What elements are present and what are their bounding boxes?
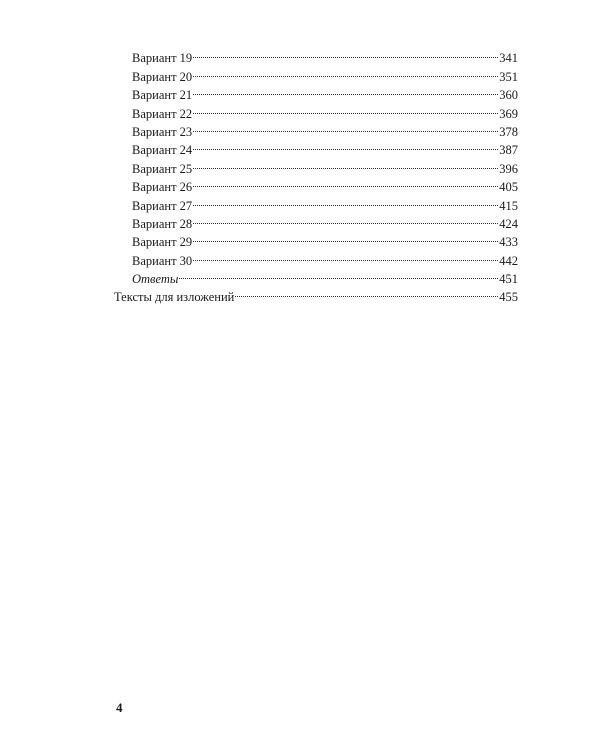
toc-entry-page: 415	[499, 198, 518, 213]
toc-entry-label: Вариант 20	[132, 69, 193, 84]
toc-leader-dots	[193, 154, 498, 172]
toc-entry-page: 396	[499, 161, 518, 176]
toc-entry-page: 442	[499, 253, 518, 268]
toc-entry-page: 405	[499, 180, 518, 195]
toc-entry-page: 433	[499, 235, 518, 250]
toc-entry-page: 369	[499, 106, 518, 121]
toc-leader-dots	[193, 246, 498, 264]
toc-entry-label: Вариант 24	[132, 143, 193, 158]
toc-entry-page: 351	[499, 69, 518, 84]
toc-entry-label: Вариант 21	[132, 88, 193, 103]
toc-leader-dots	[193, 173, 498, 191]
toc-entry-label: Вариант 29	[132, 235, 193, 250]
toc-leader-dots	[193, 81, 498, 99]
toc-entry-label: Вариант 22	[132, 106, 193, 121]
toc-entry-label: Вариант 23	[132, 124, 193, 139]
toc-entry-label: Вариант 19	[132, 51, 193, 66]
toc-entry-label: Вариант 27	[132, 198, 193, 213]
toc-entry-label: Вариант 26	[132, 180, 193, 195]
toc-entry-page: 360	[499, 88, 518, 103]
toc-leader-dots	[179, 265, 498, 283]
toc-leader-dots	[193, 136, 498, 154]
toc-leader-dots	[193, 210, 498, 228]
toc-entry-label: Вариант 28	[132, 216, 193, 231]
toc-entry-label: Тексты для изложений	[114, 290, 235, 305]
toc-leader-dots	[193, 228, 498, 246]
toc-entry-label: Вариант 25	[132, 161, 193, 176]
toc-entry-page: 424	[499, 216, 518, 231]
toc-leader-dots	[235, 283, 498, 301]
toc-entry-label: Вариант 30	[132, 253, 193, 268]
toc-leader-dots	[193, 44, 498, 62]
page-number: 4	[116, 700, 123, 715]
toc-entry-page: 451	[499, 272, 518, 287]
toc-leader-dots	[193, 62, 498, 80]
toc-entry-label: Ответы	[132, 272, 179, 287]
toc-entry	[114, 44, 518, 66]
table-of-contents	[114, 44, 518, 305]
toc-entry-page: 341	[499, 51, 518, 66]
toc-entry-page: 455	[499, 290, 518, 305]
toc-entry-page: 387	[499, 143, 518, 158]
toc-leader-dots	[193, 118, 498, 136]
toc-leader-dots	[193, 191, 498, 209]
toc-leader-dots	[193, 99, 498, 117]
toc-entry-page: 378	[499, 124, 518, 139]
